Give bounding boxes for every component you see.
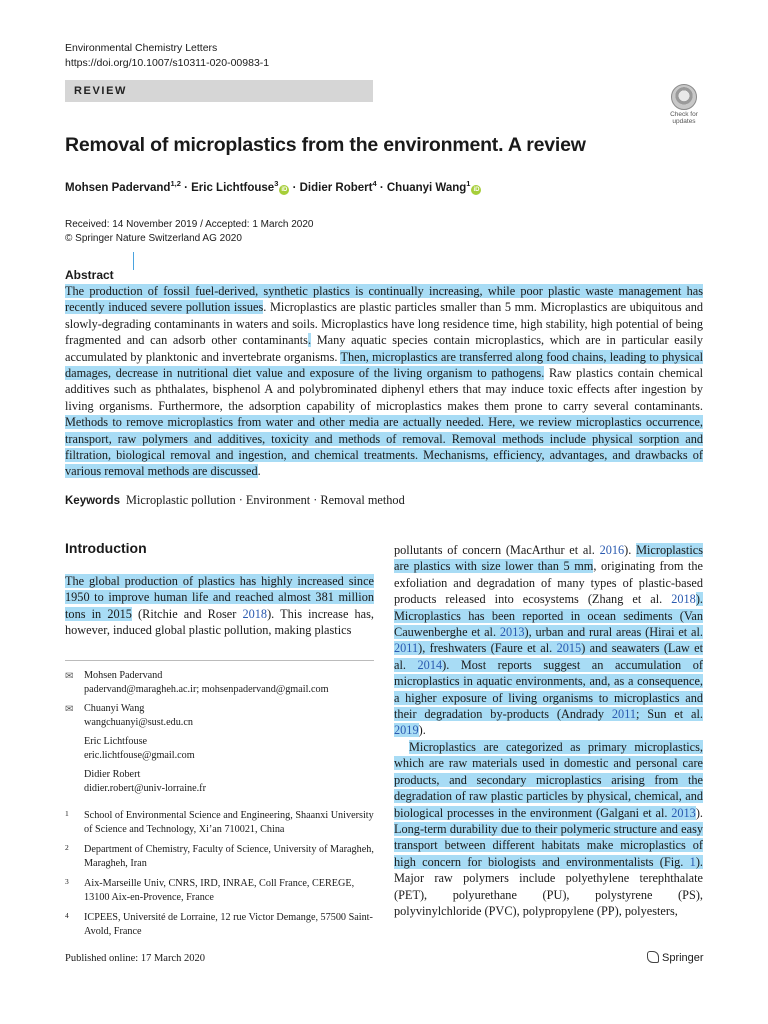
published-online: Published online: 17 March 2020 xyxy=(65,953,205,964)
correspondence-entry xyxy=(65,768,374,796)
author-separator: · xyxy=(289,181,300,194)
highlighted-text: ), urban and rural areas (Hirai et al. xyxy=(524,625,704,640)
author-name[interactable]: Didier Robert xyxy=(299,181,373,194)
correspondence-name: Didier Robert xyxy=(84,769,141,780)
correspondence-name: Eric Lichtfouse xyxy=(84,736,148,747)
highlighted-text: The global production of plastics has highly increased since 1950 to improve human life and reached almost 381 million tons in 2015 xyxy=(65,574,374,621)
highlighted-text: Microplastics are categorized as primary microplastics, which are raw materials used in domestic and personal care products, and secondary microplastics arising from the degradation of raw plastic particles by physical, chemical, and biological processes in the environment (Galgani et al. xyxy=(394,739,703,820)
footnote-divider xyxy=(65,660,374,661)
highlighted-text: ) and seawaters (Law et al. xyxy=(394,641,703,672)
author-list xyxy=(65,179,481,195)
citation-link[interactable]: 2011 xyxy=(394,641,419,656)
section-label: REVIEW xyxy=(65,80,373,102)
affiliation-text: ICPEES, Université de Lorraine, 12 rue Victor Demange, 57500 Saint-Avold, France xyxy=(84,912,373,937)
affiliation-number: 4 xyxy=(65,911,69,920)
badge-line1: Check for xyxy=(670,111,698,118)
author-name[interactable]: Mohsen Padervand xyxy=(65,181,171,194)
abstract-body[interactable] xyxy=(65,283,703,480)
citation-link[interactable]: 2013 xyxy=(499,625,525,640)
citation-link[interactable]: 2011 xyxy=(611,707,637,722)
publisher-logo[interactable] xyxy=(647,951,704,964)
correspondence-email[interactable]: padervand@maragheh.ac.ir; mohsenpadervand@gmail.com xyxy=(84,684,329,695)
text-span: . Microplastics are plastic particles smaller than 5 mm. Microplastics are ubiquitous and slowly-degrading contaminants in waters and soils. Microplastics have long residence time, high stability, high potential of being fragmented and can adsorb other contaminants xyxy=(65,300,704,348)
text-cursor xyxy=(133,252,134,270)
affiliation-text: Department of Chemistry, Faculty of Science, University of Maragheh, Maragheh, Iran xyxy=(84,844,374,869)
affiliation-entry xyxy=(65,843,374,871)
author-name[interactable]: Chuanyi Wang xyxy=(386,181,467,194)
citation-link[interactable]: 2015 xyxy=(556,641,582,656)
author-affiliation-sup: 1,2 xyxy=(170,179,181,188)
citation-link[interactable]: 2018 xyxy=(242,606,268,621)
badge-line2: updates xyxy=(672,118,696,125)
author-separator: · xyxy=(180,181,192,194)
highlighted-text: ). Most reports suggest an accumulation of microplastics in aquatic environments, and, as a consequence, a higher exposure of living organisms to microplastics and their degradation by-products (Andrady xyxy=(394,657,704,722)
highlighted-text: ). xyxy=(695,854,703,869)
citation-link[interactable]: 2014 xyxy=(417,657,443,672)
footnotes xyxy=(65,669,374,945)
intro-left-column[interactable] xyxy=(65,573,374,639)
intro-paragraph[interactable] xyxy=(394,739,703,919)
received-accepted: Received: 14 November 2019 / Accepted: 1 March 2020 xyxy=(65,219,314,230)
copyright: © Springer Nature Switzerland AG 2020 xyxy=(65,233,242,244)
article-dates xyxy=(65,218,313,246)
journal-header xyxy=(65,41,269,71)
correspondence-email[interactable]: eric.lichtfouse@gmail.com xyxy=(84,750,195,761)
highlighted-text: The production of fossil fuel-derived, synthetic plastics is continually increasing, while poor plastic waste management has recently induced severe pollution issues xyxy=(65,284,703,315)
text-span: ). xyxy=(624,543,637,557)
affiliation-number: 3 xyxy=(65,877,69,886)
orcid-icon[interactable]: iD xyxy=(473,186,480,193)
keywords xyxy=(65,493,405,508)
check-for-updates-icon xyxy=(671,84,697,110)
intro-right-column[interactable] xyxy=(394,542,703,919)
article-title: Removal of microplastics from the environment. A review xyxy=(65,134,586,156)
highlighted-text: Then, microplastics are transferred along food chains, leading to physical damages, decrease in nutritional diet value and exposure of the living organism to pathogens. xyxy=(65,349,703,381)
affiliation-text: Aix-Marseille Univ, CNRS, IRD, INRAE, Coll France, CEREGE, 13100 Aix-en-Provence, France xyxy=(84,878,355,903)
text-span: ). xyxy=(695,805,703,820)
author-name[interactable]: Eric Lichtfouse xyxy=(191,181,275,194)
affiliation-text: School of Environmental Science and Engineering, Shaanxi University of Science and Technology, Xi’an 710021, China xyxy=(84,810,374,835)
abstract-heading: Abstract xyxy=(65,268,114,282)
highlighted-text: . xyxy=(307,333,312,348)
author-affiliation-sup: 4 xyxy=(372,179,377,188)
affiliation-number: 2 xyxy=(65,843,69,852)
introduction-heading: Introduction xyxy=(65,540,147,556)
text-span: ). This increase has, however, induced global plastic pollution, making plastics xyxy=(65,606,375,638)
text-span: Raw plastics contain chemical additives such as phthalates, bisphenol A and polybrominated diphenyl ethers that may induce toxic effects after ingestion by living organisms. Furthermore, the adsorption capability of microplastics makes them prone to carry several contaminants. xyxy=(65,366,704,413)
citation-link[interactable]: 2018 xyxy=(671,592,696,607)
citation-link[interactable]: 2019 xyxy=(394,723,419,738)
affiliation-entry xyxy=(65,809,374,837)
orcid-icon[interactable]: iD xyxy=(281,186,288,193)
text-span: Many aquatic species contain microplastics, which are in particular easily accumulated by planktonic and invertebrate organisms. xyxy=(65,333,703,364)
author-separator: · xyxy=(376,181,387,194)
highlighted-text: ). Microplastics has been reported in ocean sediments (Van Cauwenberghe et al. xyxy=(394,592,703,640)
doi-link[interactable]: https://doi.org/10.1007/s10311-020-00983-1 xyxy=(65,57,270,69)
citation-link[interactable]: 1 xyxy=(689,854,696,869)
envelope-icon: ✉ xyxy=(65,704,74,715)
correspondence-name: Mohsen Padervand xyxy=(84,670,163,681)
highlighted-text: Microplastics are plastics with size lower than 5 mm xyxy=(394,543,703,574)
check-for-updates-badge[interactable] xyxy=(664,84,704,124)
envelope-icon: ✉ xyxy=(65,671,74,682)
citation-link[interactable]: 2016 xyxy=(599,543,625,557)
correspondence-email[interactable]: didier.robert@univ-lorraine.fr xyxy=(84,783,206,794)
keywords-heading: Keywords xyxy=(65,495,120,507)
correspondence-entry xyxy=(65,669,374,697)
affiliation-entry xyxy=(65,911,374,939)
springer-horse-icon xyxy=(647,951,659,963)
publisher-name: Springer xyxy=(662,952,704,964)
correspondence-entry xyxy=(65,735,374,763)
author-affiliation-sup: 1 xyxy=(466,179,471,188)
text-span: , originating from the exfoliation and degradation of many types of plastic-based products released into ecosystems (Zhang et al. xyxy=(394,559,704,607)
text-span: (Ritchie and Roser xyxy=(131,606,243,621)
text-span: Major raw polymers include polyethylene terephthalate (PET), polyurethane (PU), polystyrene (PS), polyvinylchloride (PVC), polypropylene (PP), polyesters, xyxy=(394,871,703,918)
highlighted-text: Long-term durability due to their polymeric structure and easy transport between different habitats make microplastics of high concern for biologists and environmentalists (Fig. xyxy=(394,821,703,869)
keywords-text: Microplastic pollution · Environment · Removal method xyxy=(126,493,405,507)
highlighted-text: Methods to remove microplastics from water and other media are actually needed. Here, we review microplastics occurrence, transport, raw polymers and additives, toxicity and methods of removal. Removal methods include physical sorption and filtration, biological removal and ingestion, and chemical treatments. Mechanisms, efficiency, advantages, and drawbacks of various removal methods are discussed xyxy=(65,415,703,479)
affiliation-entry xyxy=(65,877,374,905)
highlighted-text: ), freshwaters (Faure et al. xyxy=(418,641,557,656)
highlighted-text: ; Sun et al. xyxy=(636,707,703,722)
correspondence-email[interactable]: wangchuanyi@sust.edu.cn xyxy=(84,717,193,728)
text-span: ). xyxy=(418,723,426,738)
correspondence-entry xyxy=(65,702,374,730)
text-span: pollutants of concern (MacArthur et al. xyxy=(394,543,600,557)
intro-paragraph[interactable] xyxy=(394,542,703,739)
text-span: . xyxy=(257,464,261,479)
correspondence-name: Chuanyi Wang xyxy=(84,703,145,714)
intro-paragraph[interactable] xyxy=(65,573,374,639)
affiliation-number: 1 xyxy=(65,809,69,818)
journal-name: Environmental Chemistry Letters xyxy=(65,42,218,54)
author-affiliation-sup: 3 xyxy=(274,179,279,188)
citation-link[interactable]: 2013 xyxy=(671,805,696,820)
